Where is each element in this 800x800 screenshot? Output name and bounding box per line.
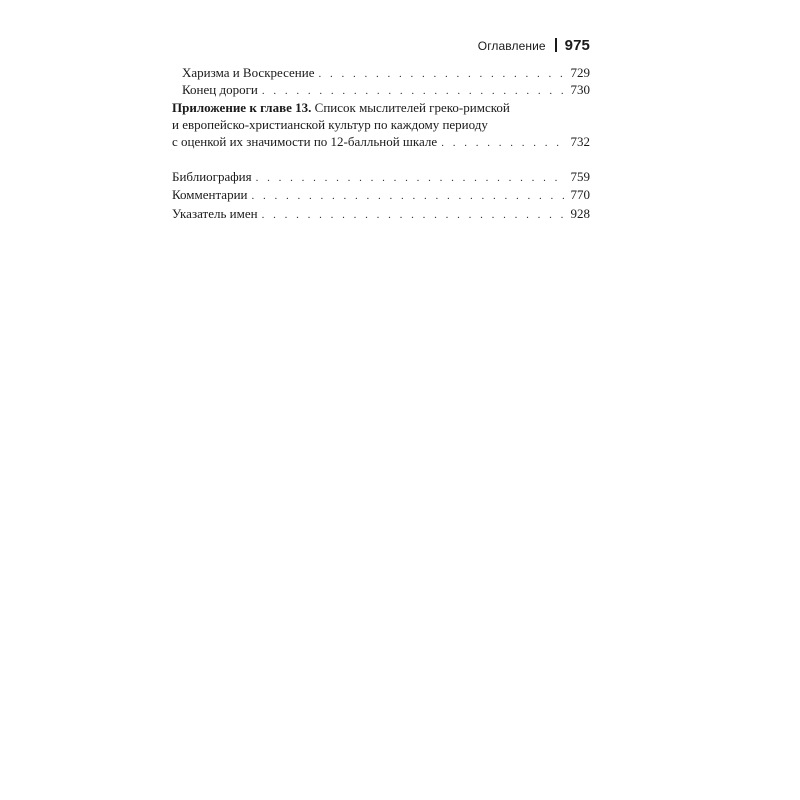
appendix-line3: с оценкой их значимости по 12-балльной шкале	[172, 134, 438, 149]
toc-entry-name-index	[172, 205, 590, 224]
running-head	[400, 36, 590, 56]
toc-entry-page: 730	[570, 82, 590, 97]
appendix-label: Приложение к главе 13.	[172, 100, 312, 115]
toc-entry-comments	[172, 186, 590, 205]
toc-entry-title: Харизма и Воскресение	[182, 65, 315, 80]
toc-entry-page: 770	[570, 187, 590, 202]
toc-entry-page: 928	[570, 206, 590, 221]
toc-entry-title: Комментарии	[172, 187, 248, 202]
appendix-line2: и европейско-христианской культур по каждому периоду	[172, 117, 488, 132]
toc-entry-appendix	[172, 99, 590, 152]
leader-dots	[251, 188, 564, 205]
running-head-separator	[555, 38, 557, 52]
toc-entry-title: Конец дороги	[182, 82, 258, 97]
leader-dots	[441, 135, 564, 152]
page-number: 975	[564, 37, 590, 54]
toc-entry-page: 732	[570, 134, 590, 149]
leader-dots	[262, 83, 565, 100]
toc-entry-page: 759	[570, 169, 590, 184]
leader-dots	[262, 207, 565, 224]
toc-entry-page: 729	[570, 65, 590, 80]
toc-entry-bibliography	[172, 168, 590, 187]
appendix-line1: Список мыслителей греко-римской	[311, 100, 510, 115]
toc-entry-title: Библиография	[172, 169, 252, 184]
running-head-section: Оглавление	[477, 39, 546, 53]
toc-entry-title: Указатель имен	[172, 206, 258, 221]
leader-dots	[256, 170, 565, 187]
toc-entry-end-of-road	[182, 81, 590, 100]
